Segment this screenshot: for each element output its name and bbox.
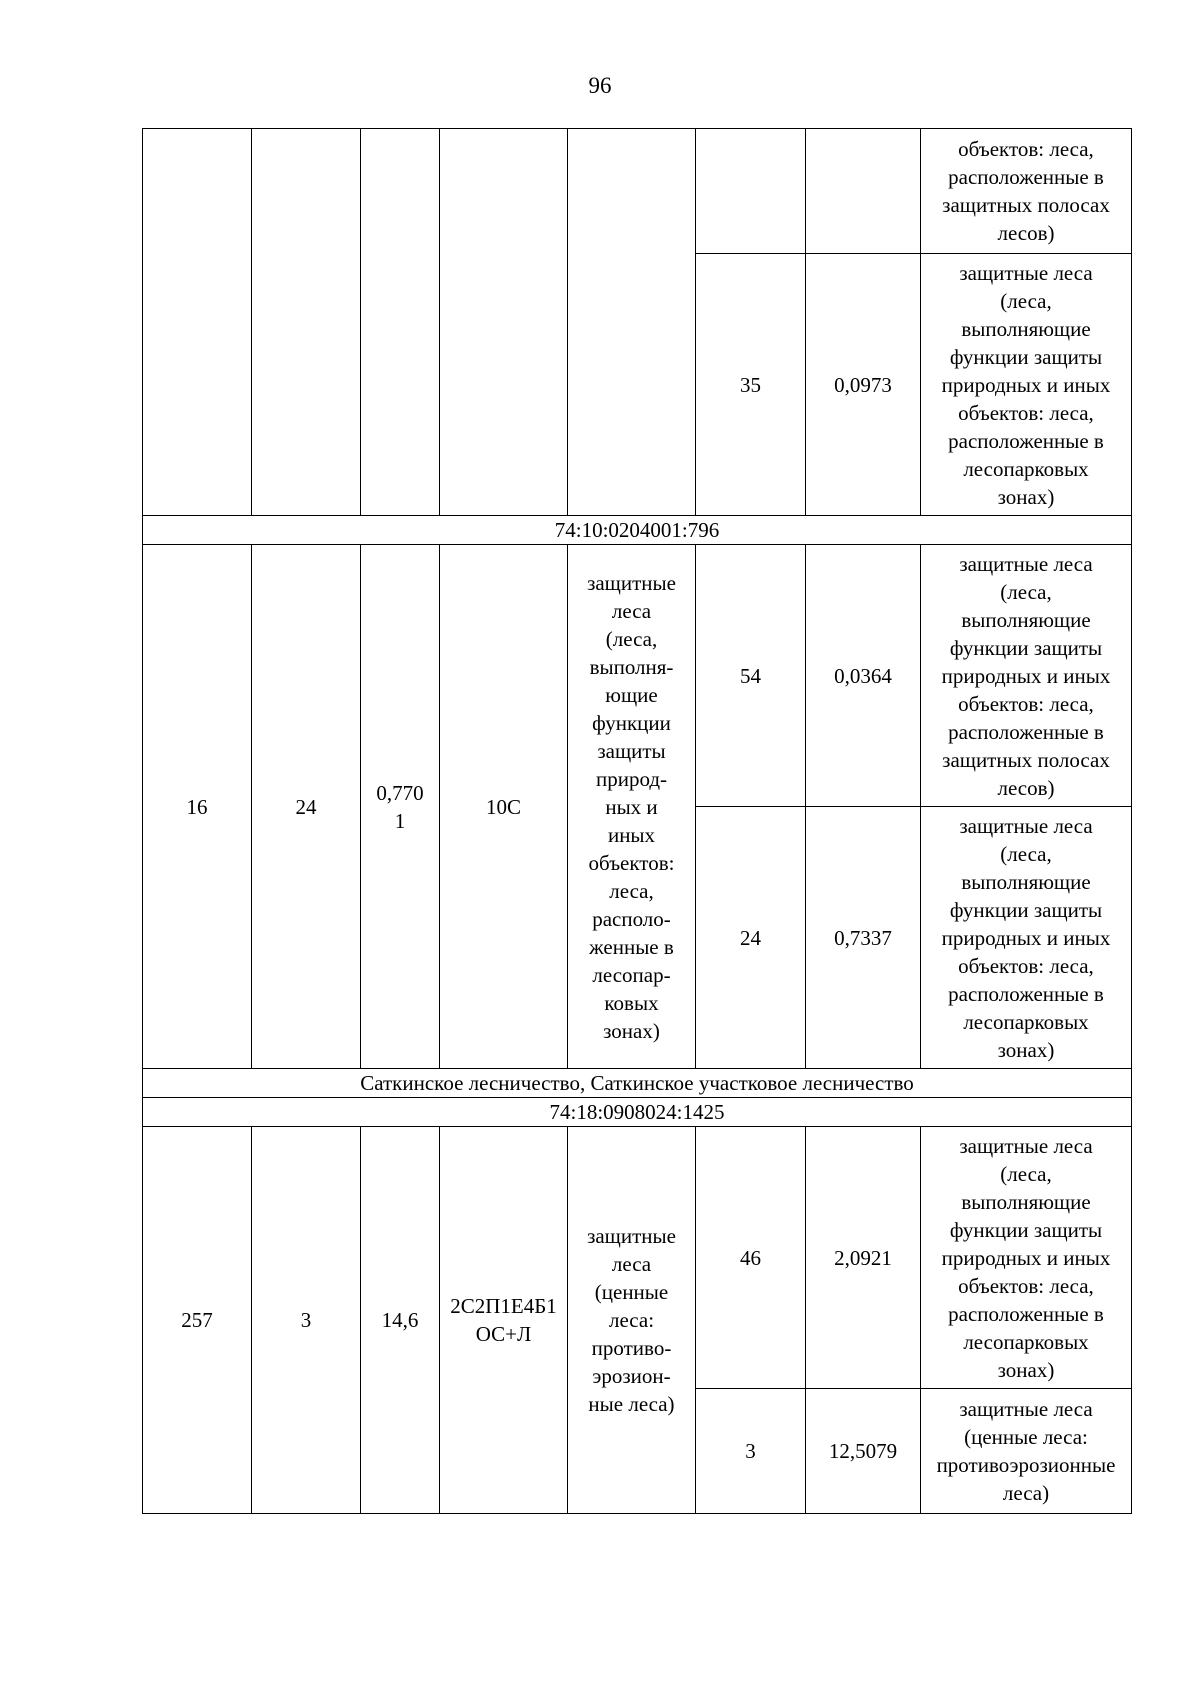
zone-number-cell: 24 bbox=[696, 807, 806, 1069]
zone-number-cell: 35 bbox=[696, 254, 806, 516]
plot-area-cell bbox=[361, 129, 440, 516]
zone-description-text: защитные леса (леса, выполняющие функции защиты природных и иных объектов: леса, расположенные в лесопарковых зонах) bbox=[941, 813, 1111, 1062]
zone-description-cell bbox=[921, 545, 1132, 807]
quarter-cell: 16 bbox=[143, 545, 252, 1069]
zone-number-cell bbox=[696, 129, 806, 254]
zone-area-cell: 0,7337 bbox=[806, 807, 921, 1069]
composition-text: 2С2П1Е4Б1 ОС+Л bbox=[450, 1294, 557, 1346]
zone-description-text: защитные леса (леса, выполняющие функции защиты природных и иных объектов: леса, расположенные в лесопарковых зонах) bbox=[941, 260, 1111, 509]
cadastral-number: 74:18:0908024:1425 bbox=[143, 1098, 1132, 1127]
forestry-name-row bbox=[143, 1069, 1132, 1098]
zone-description-text: объектов: леса, расположенные в защитных полосах лесов) bbox=[942, 137, 1110, 245]
table-row bbox=[143, 1127, 1132, 1389]
zone-description-cell bbox=[921, 1127, 1132, 1389]
zone-area-cell: 12,5079 bbox=[806, 1389, 921, 1514]
zone-number-cell: 54 bbox=[696, 545, 806, 807]
plot-area-cell bbox=[361, 545, 440, 1069]
page-number: 96 bbox=[588, 73, 612, 98]
plot-cell: 24 bbox=[252, 545, 361, 1069]
plot-cell: 3 bbox=[252, 1127, 361, 1514]
zone-area-cell bbox=[806, 129, 921, 254]
category-cell bbox=[568, 1127, 696, 1514]
zone-description-cell bbox=[921, 254, 1132, 516]
zone-area-cell: 2,0921 bbox=[806, 1127, 921, 1389]
zone-description-cell bbox=[921, 129, 1132, 254]
quarter-cell: 257 bbox=[143, 1127, 252, 1514]
table-row bbox=[143, 129, 1132, 254]
composition-cell: 10С bbox=[440, 545, 568, 1069]
zone-area-cell: 0,0364 bbox=[806, 545, 921, 807]
zone-number-cell: 3 bbox=[696, 1389, 806, 1514]
cadastral-number: 74:10:0204001:796 bbox=[143, 516, 1132, 545]
cadastral-number-row bbox=[143, 516, 1132, 545]
zone-description-cell bbox=[921, 1389, 1132, 1514]
plot-cell bbox=[252, 129, 361, 516]
zone-description-cell bbox=[921, 807, 1132, 1069]
composition-cell bbox=[440, 129, 568, 516]
zone-description-text: защитные леса (ценные леса: противоэрозионные леса) bbox=[936, 1397, 1116, 1505]
plot-area-cell: 14,6 bbox=[361, 1127, 440, 1514]
zone-description-text: защитные леса (леса, выполняющие функции защиты природных и иных объектов: леса, расположенные в защитных полосах лесов) bbox=[941, 551, 1111, 800]
category-cell bbox=[568, 129, 696, 516]
zone-area-cell: 0,0973 bbox=[806, 254, 921, 516]
quarter-cell bbox=[143, 129, 252, 516]
zone-number-cell: 46 bbox=[696, 1127, 806, 1389]
zone-description-text: защитные леса (леса, выполняющие функции защиты природных и иных объектов: леса, расположенные в лесопарковых зонах) bbox=[941, 1133, 1111, 1382]
plot-area-text: 0,770 1 bbox=[376, 780, 424, 833]
category-cell bbox=[568, 545, 696, 1069]
category-text: защитные леса (ценные леса: противо- эрозион- ные леса) bbox=[587, 1224, 676, 1416]
forest-plots-table bbox=[142, 128, 1132, 1514]
composition-cell bbox=[440, 1127, 568, 1514]
cadastral-number-row bbox=[143, 1098, 1132, 1127]
table-row bbox=[143, 545, 1132, 807]
forestry-name: Саткинское лесничество, Саткинское участковое лесничество bbox=[143, 1069, 1132, 1098]
category-text: защитные леса (леса, выполня- ющие функции защиты природ- ных и иных объектов: леса, располо- женные в лесопар- ковых зонах) bbox=[587, 570, 676, 1043]
